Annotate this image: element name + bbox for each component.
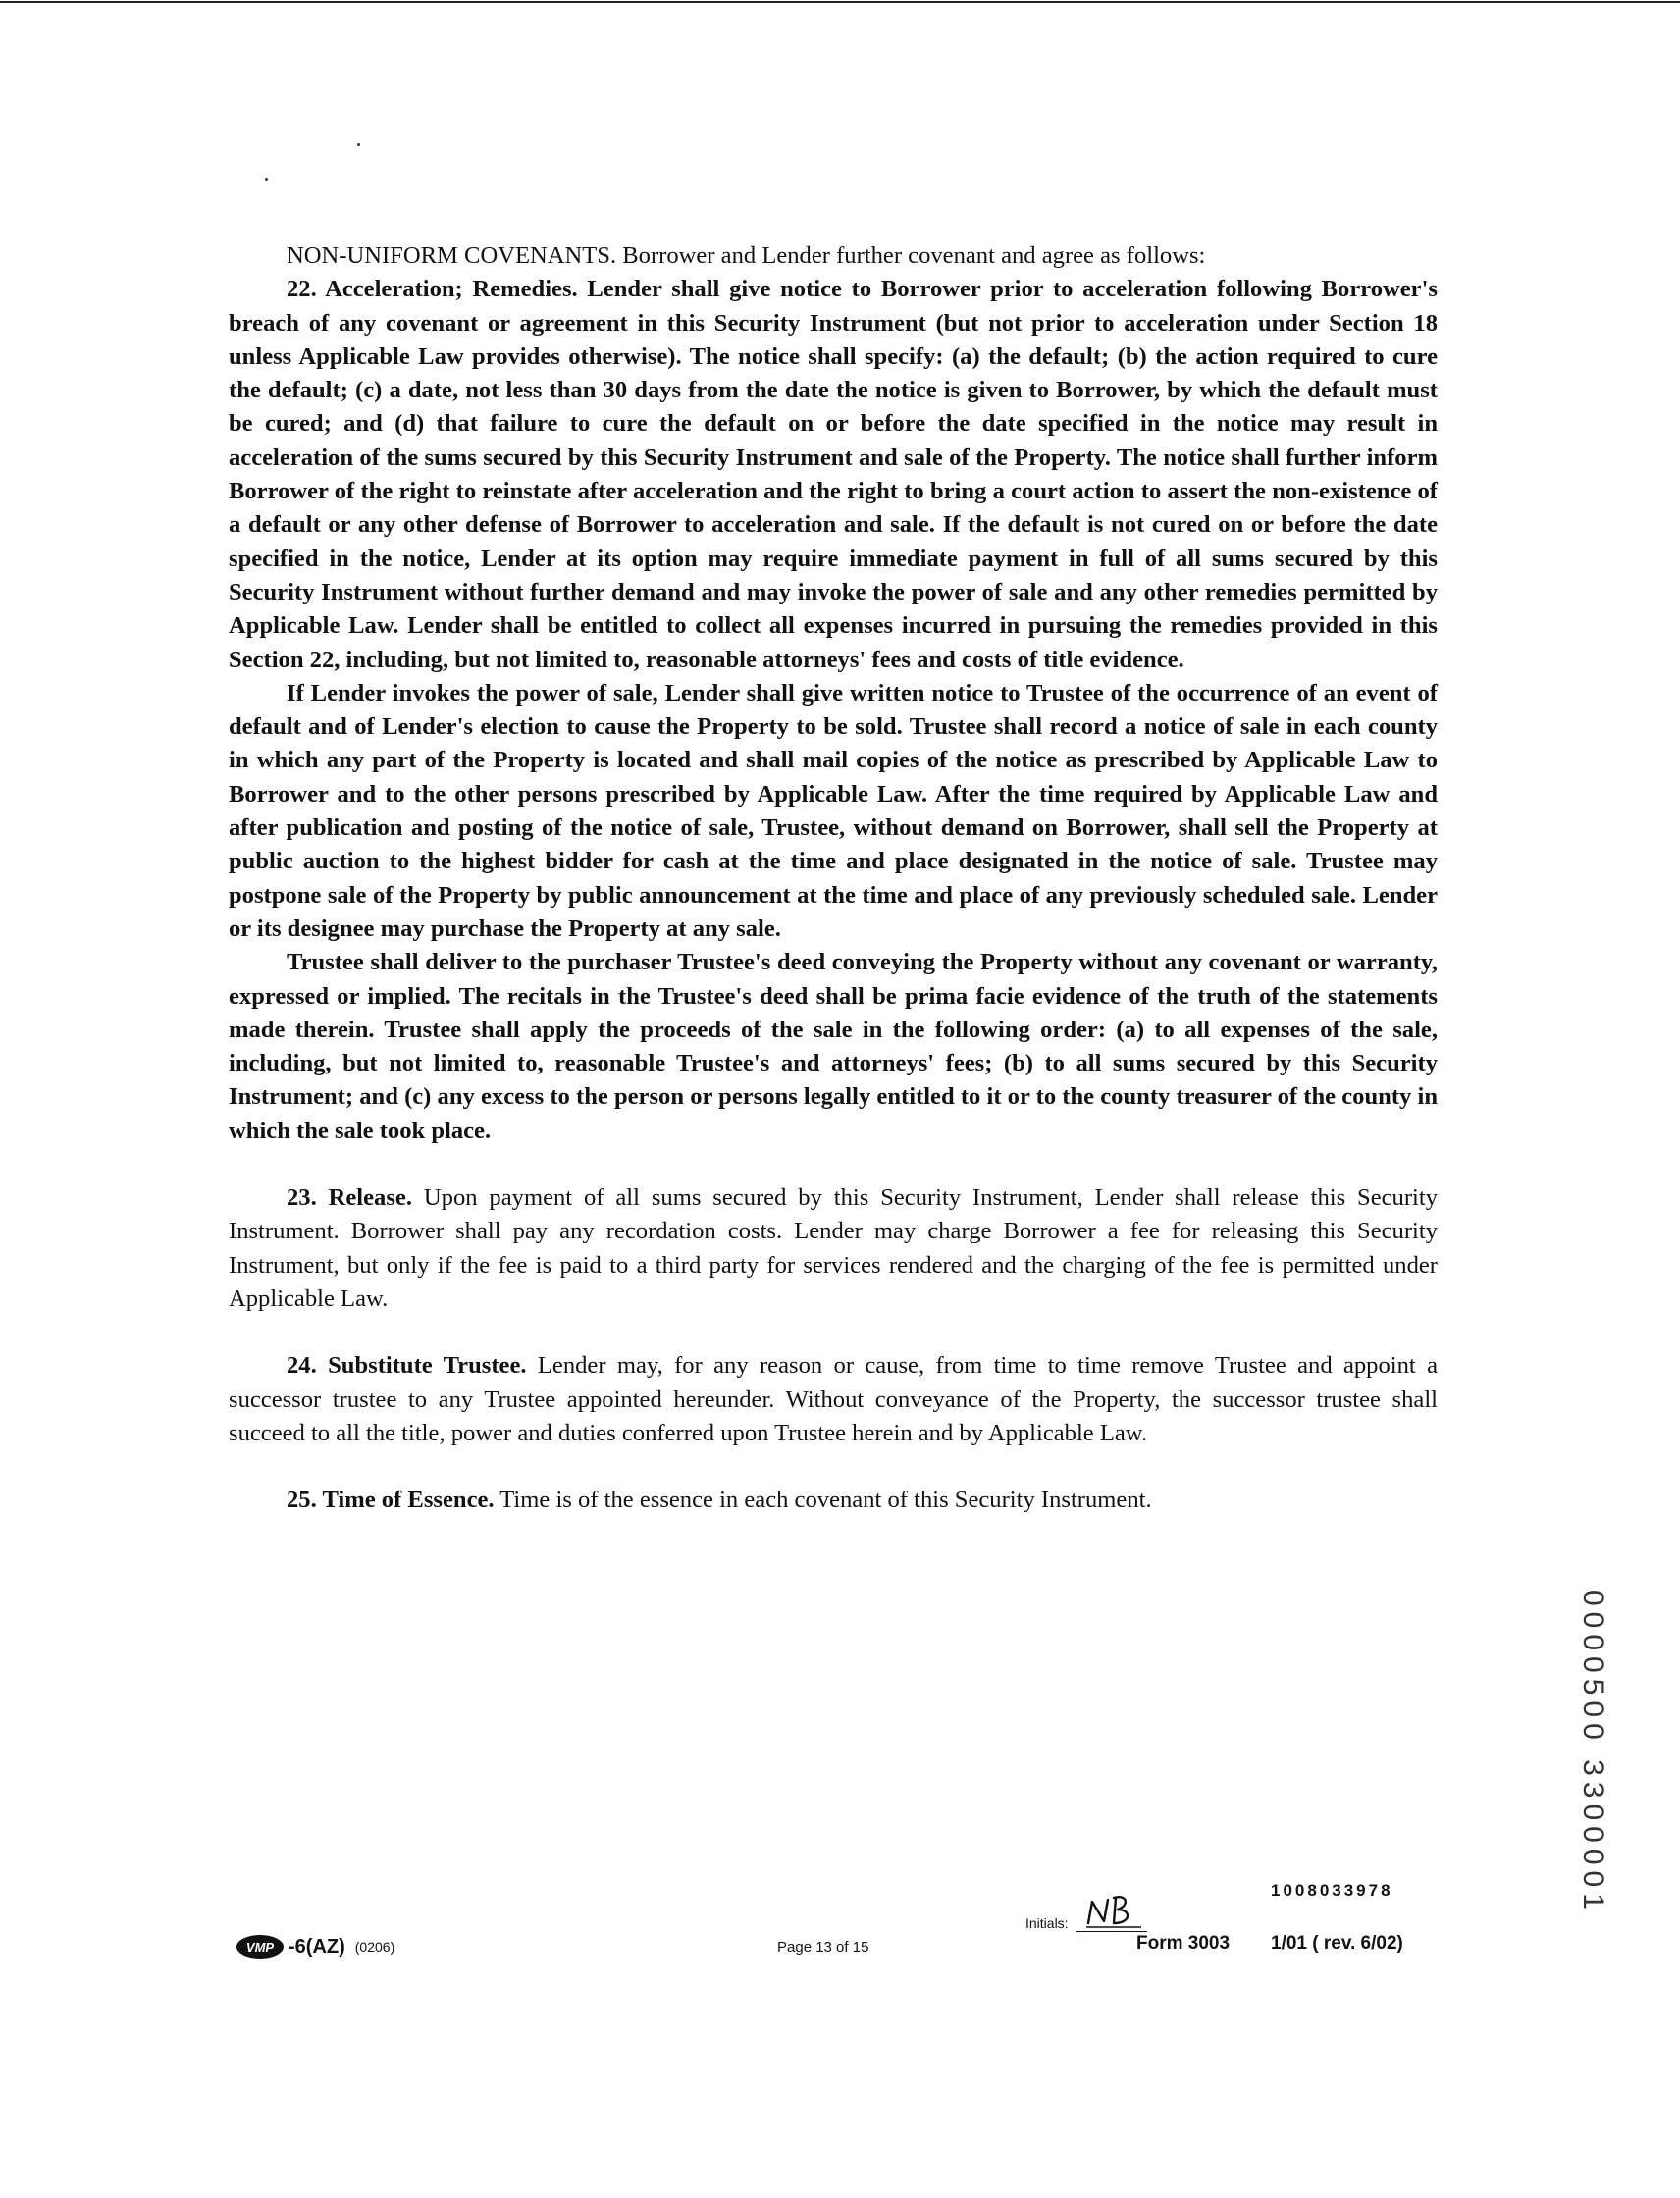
power-of-sale-paragraph: If Lender invokes the power of sale, Lender shall give written notice to Trustee of the occurrence of an event of default and of Lender's election to cause the Property to be sold. Trustee shall record a notice of sale in each county in which any part of the Property is located and shall mail copies of the notice as prescribed by Applicable Law to Borrower and to the other persons prescribed by Applicable Law. After the time required by Applicable Law and after publication and posting of the notice of sale, Trustee, without demand on Borrower, shall sell the Property at public auction to the highest bidder for cash at the time and place designated in the notice of sale. Trustee may postpone sale of the Property by public announcement at the time and place of any previously scheduled sale. Lender or its designee may purchase the Property at any sale.	[229, 679, 1438, 942]
section-heading: 25. Time of Essence.	[287, 1487, 495, 1514]
form-code-version: (0206)	[354, 1939, 395, 1955]
initials-label: Initials:	[1025, 1915, 1069, 1931]
scan-speck	[357, 143, 360, 146]
section-heading: 24. Substitute Trustee.	[287, 1352, 527, 1380]
section-24-substitute-trustee	[229, 1349, 1438, 1450]
side-recording-stamp: 0000500 3300001	[1577, 1590, 1609, 1915]
svg-text:VMP: VMP	[245, 1940, 275, 1955]
form-number: Form 3003	[1136, 1933, 1231, 1954]
section-25-time-of-essence	[229, 1484, 1438, 1517]
initials-signature	[1082, 1888, 1151, 1931]
section-22-acceleration-remedies: 22. Acceleration; Remedies. Lender shall give notice to Borrower prior to acceleration following Borrower's breach of any covenant or agreement in this Security Instrument (but not prior to acceleration under Section 18 unless Applicable Law provides otherwise). The notice shall specify: (a) the default; (b) the action required to cure the default; (c) a date, not less than 30 days from the date the notice is given to Borrower, by which the default must be cured; and (d) that failure to cure the default on or before the date specified in the notice may result in acceleration of the sums secured by this Security Instrument and sale of the Property. The notice shall further inform Borrower of the right to reinstate after acceleration and the right to bring a court action to assert the non-existence of a default or any other defense of Borrower to acceleration and sale. If the default is not cured on or before the date specified in the notice, Lender at its option may require immediate payment in full of all sums secured by this Security Instrument without further demand and may invoke the power of sale and any other remedies permitted by Applicable Law. Lender shall be entitled to collect all expenses incurred in pursuing the remedies provided in this Section 22, including, but not limited to, reasonable attorneys' fees and costs of title evidence.	[229, 276, 1438, 673]
document-body	[229, 239, 1438, 1517]
vmp-logo-icon	[236, 1933, 285, 1961]
form-code-text: -6(AZ)	[289, 1935, 345, 1958]
top-border-line	[0, 1, 1680, 3]
section-text: Upon payment of all sums secured by this Security Instrument, Lender shall release this Security Instrument. Borrower shall pay any recordation costs. Lender may charge Borrower a fee for releasing this Security Instrument, but only if the fee is paid to a third party for services rendered and the charging of the fee is permitted under Applicable Law.	[229, 1184, 1439, 1312]
section-23-release	[229, 1181, 1438, 1316]
loan-number: 1008033978	[1271, 1881, 1393, 1900]
section-heading: 23. Release.	[287, 1184, 412, 1212]
form-code	[236, 1933, 394, 1961]
section-text: Lender may, for any reason or cause, from time to time remove Trustee and appoint a successor trustee to any Trustee appointed hereunder. Without conveyance of the Property, the successor trustee shall succeed to all the title, power and duties conferred upon Trustee herein and by Applicable Law.	[229, 1352, 1438, 1446]
scan-speck	[265, 178, 268, 181]
non-uniform-covenants-intro: NON-UNIFORM COVENANTS. Borrower and Lender further covenant and agree as follows:	[287, 242, 1206, 269]
trustee-deed-paragraph: Trustee shall deliver to the purchaser Trustee's deed conveying the Property without any covenant or warranty, expressed or implied. The recitals in the Trustee's deed shall be prima facie evidence of the truth of the statements made therein. Trustee shall apply the proceeds of the sale in the following order: (a) to all expenses of the sale, including, but not limited to, reasonable Trustee's and attorneys' fees; (b) to all sums secured by this Security Instrument; and (c) any excess to the person or persons legally entitled to it or to the county treasurer of the county in which the sale took place.	[229, 949, 1438, 1144]
form-revision: 1/01 ( rev. 6/02)	[1271, 1933, 1403, 1954]
initials-line	[1076, 1931, 1147, 1932]
section-text: Time is of the essence in each covenant of this Security Instrument.	[499, 1487, 1152, 1514]
page-number: Page 13 of 15	[777, 1939, 869, 1956]
